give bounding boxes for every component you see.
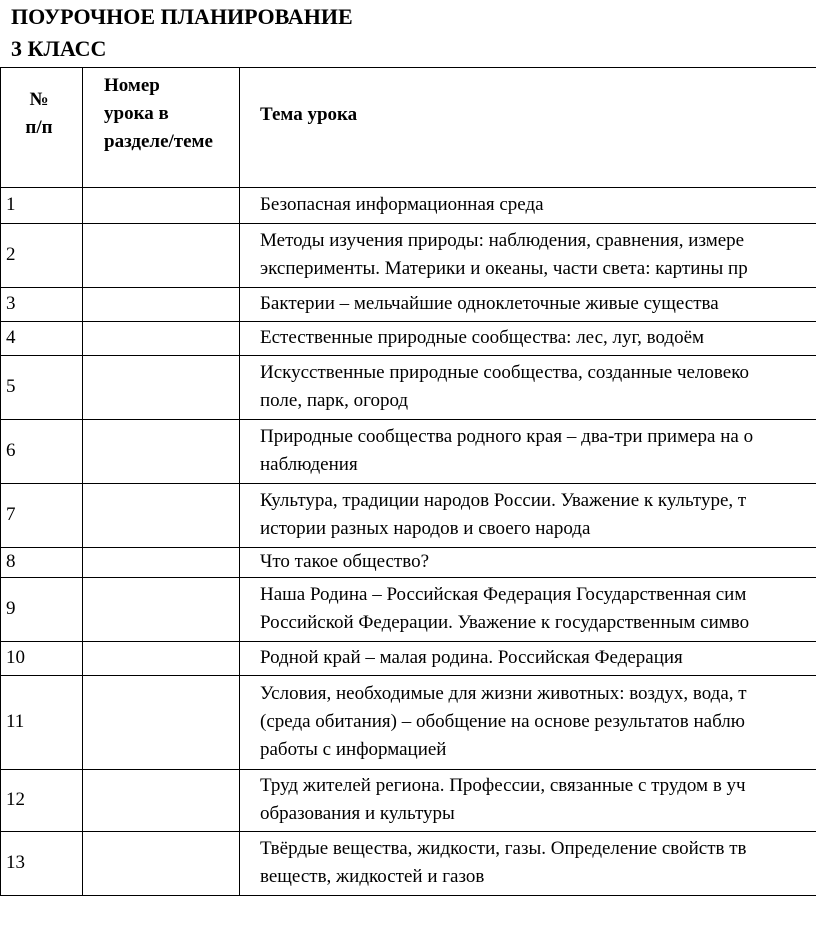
row-number: 10 [6,647,25,668]
lesson-in-section-cell [83,577,238,641]
lesson-topic [260,287,816,321]
lesson-topic [260,321,816,355]
row-number: 8 [6,551,16,572]
row-number: 5 [6,376,16,397]
row-number: 13 [6,852,25,873]
lesson-in-section-cell [83,287,238,321]
row-number: 11 [6,711,25,732]
lesson-topic [260,355,816,419]
lesson-topic [260,483,816,547]
lesson-in-section-cell [83,321,238,355]
lesson-in-section-cell [83,547,238,577]
topic-line: (среда обитания) – обобщение на основе результатов наблю [260,711,745,732]
row-number: 7 [6,504,16,525]
header-lesson-line1: Номер [104,75,160,96]
topic-line: наблюдения [260,454,358,475]
header-num-line2: п/п [25,117,53,138]
table-rule [0,67,816,68]
lesson-topic [260,769,816,831]
row-number: 4 [6,327,16,348]
row-number: 3 [6,293,16,314]
lesson-topic [260,641,816,675]
topic-line: Естественные природные сообщества: лес, луг, водоём [260,327,705,348]
header-lesson-line2: урока в [104,103,169,124]
table-rule [0,895,816,896]
row-number: 2 [6,244,16,265]
topic-line: Наша Родина – Российская Федерация Государственная сим [260,584,747,605]
page-subtitle: 3 КЛАСС [11,36,107,61]
lesson-topic [260,419,816,483]
lesson-in-section-cell [83,223,238,287]
lesson-in-section-cell [83,419,238,483]
header-topic: Тема урока [260,104,358,125]
row-number: 6 [6,440,16,461]
lesson-topic [260,577,816,641]
header-num-line1: № [29,89,49,110]
topic-line: Безопасная информационная среда [260,194,544,215]
row-number: 12 [6,789,25,810]
lesson-in-section-cell [83,187,238,223]
lesson-in-section-cell [83,641,238,675]
lesson-in-section-cell [83,831,238,895]
column-rule [239,67,240,895]
lesson-topic [260,547,816,577]
lesson-in-section-cell [83,769,238,831]
lesson-topic [260,831,816,895]
topic-line: Твёрдые вещества, жидкости, газы. Определение свойств тв [260,838,747,859]
lesson-topic [260,223,816,287]
topic-line: Природные сообщества родного края – два-три примера на о [260,426,754,447]
row-number: 1 [6,194,16,215]
lesson-in-section-cell [83,483,238,547]
topic-line: веществ, жидкостей и газов [260,866,485,887]
topic-line: Бактерии – мельчайшие одноклеточные живые существа [260,293,719,314]
topic-line: Родной край – малая родина. Российская Федерация [260,647,683,668]
header-num [0,86,78,142]
topic-line: поле, парк, огород [260,390,409,411]
lesson-topic [260,187,816,223]
lesson-topic [260,675,816,769]
lesson-in-section-cell [83,675,238,769]
column-rule [0,67,1,895]
topic-line: Методы изучения природы: наблюдения, сравнения, измере [260,230,745,251]
topic-line: Труд жителей региона. Профессии, связанные с трудом в уч [260,775,746,796]
header-lesson-number [104,72,238,156]
topic-line: образования и культуры [260,803,455,824]
header-lesson-line3: разделе/теме [104,131,213,152]
lesson-in-section-cell [83,355,238,419]
topic-line: Культура, традиции народов России. Уважение к культуре, т [260,490,747,511]
topic-line: Искусственные природные сообщества, созданные человеко [260,362,749,383]
topic-line: Российской Федерации. Уважение к государственным симво [260,612,750,633]
page-title: ПОУРОЧНОЕ ПЛАНИРОВАНИЕ [11,4,353,29]
row-number: 9 [6,598,16,619]
topic-line: истории разных народов и своего народа [260,518,591,539]
topic-line: Что такое общество? [260,551,430,572]
topic-line: работы с информацией [260,739,447,760]
topic-line: Условия, необходимые для жизни животных: воздух, вода, т [260,683,747,704]
topic-line: эксперименты. Материки и океаны, части света: картины пр [260,258,748,279]
